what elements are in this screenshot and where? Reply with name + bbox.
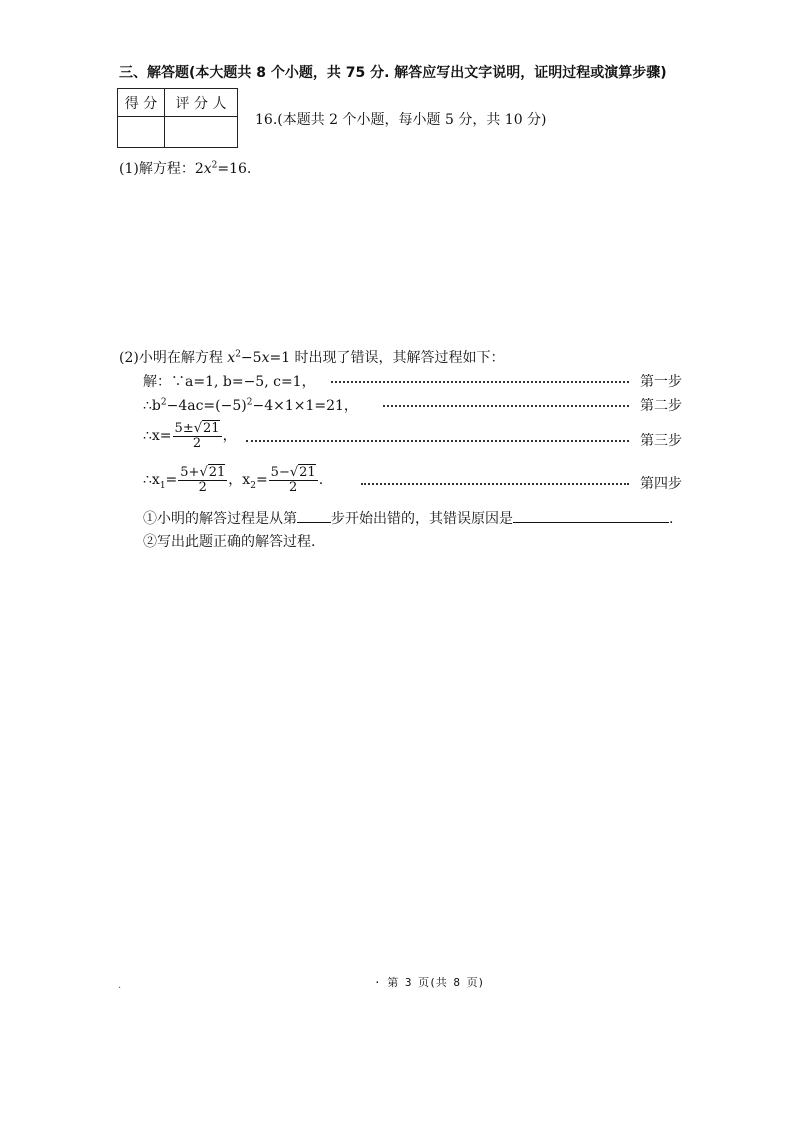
part-1-prompt <box>119 158 251 178</box>
line4-eq2: = <box>255 472 268 488</box>
part-1-rest: =16. <box>217 161 252 177</box>
sub-question-1-c: . <box>669 511 674 527</box>
part-2-var-x1: x <box>227 350 236 366</box>
line4-root2: 21 <box>299 465 316 480</box>
line2-c: −4×1×1=21， <box>252 398 358 414</box>
part-2-exp: 2 <box>235 349 241 360</box>
line4-num1-a: 5+ <box>180 465 200 480</box>
sub-question-1-b: 步开始出错的，其错误原因是 <box>331 511 513 527</box>
line4-fraction-1: $\frac{5+√21}{2}$ <box>180 465 226 495</box>
step-label-1: 第一步 <box>640 374 682 390</box>
line2-b: −4ac=(−5) <box>166 398 247 414</box>
section-heading: 三、解答题(本大题共 8 个小题，共 75 分. 解答应写出文字说明，证明过程或演算步骤) <box>119 65 667 81</box>
solution-line-3 <box>143 421 237 451</box>
solution-line-2 <box>143 395 358 415</box>
part-1-exp: 2 <box>211 160 218 171</box>
line3-den: 2 <box>192 436 202 451</box>
part-2-intro-c: =1 时出现了错误，其解答过程如下： <box>269 350 505 366</box>
leader-dots-2 <box>383 405 629 407</box>
score-field[interactable] <box>118 117 165 148</box>
error-reason-blank[interactable] <box>513 510 669 523</box>
line4-lead: ∴x <box>143 472 160 488</box>
line3-lead: ∴x= <box>143 428 172 444</box>
sub-question-1 <box>143 508 673 528</box>
line4-eq1: = <box>165 472 178 488</box>
score-header-score: 得 分 <box>118 89 165 117</box>
line4-sub2: 2 <box>250 480 256 491</box>
page-footer <box>374 974 484 990</box>
part-2-intro-b: −5 <box>240 350 262 366</box>
line3-fraction: $\frac{5\pm√21}{2}$ <box>174 421 220 451</box>
line4-sub1: 1 <box>159 480 166 491</box>
step-number-blank[interactable] <box>297 510 331 523</box>
line2-exp2: 2 <box>246 397 253 408</box>
sub-question-1-a: ①小明的解答过程是从第 <box>143 511 297 527</box>
line3-tail: ， <box>222 428 237 444</box>
question-16-title: 16.(本题共 2 个小题，每小题 5 分，共 10 分) <box>255 112 547 128</box>
part-1-prefix: (1)解方程：2 <box>119 161 204 177</box>
footer-page-number: 第 3 页(共 8 页) <box>387 976 485 989</box>
footer-left-mark: . <box>118 980 122 991</box>
part-2-intro-a: (2)小明在解方程 <box>119 350 228 366</box>
score-table <box>117 88 238 148</box>
leader-dots-3 <box>246 440 629 442</box>
grader-field[interactable] <box>165 117 238 148</box>
step-label-3: 第三步 <box>640 433 682 449</box>
line4-fraction-2: $\frac{5-√21}{2}$ <box>270 465 316 495</box>
solution-line-4 <box>143 465 323 495</box>
line3-num-a: 5± <box>174 421 194 436</box>
sub-question-2: ②写出此题正确的解答过程. <box>143 534 316 550</box>
leader-dots-1 <box>331 381 629 383</box>
line4-num2-a: 5− <box>270 465 290 480</box>
score-header-grader: 评 分 人 <box>165 89 238 117</box>
leader-dots-4 <box>361 483 629 485</box>
line3-root: 21 <box>203 421 220 436</box>
solution-line-1: 解：∵a=1, b=−5, c=1， <box>143 374 316 390</box>
line4-mid: ，x <box>228 472 251 488</box>
line4-root1: 21 <box>208 465 226 480</box>
line4-den2: 2 <box>289 480 298 495</box>
line4-den1: 2 <box>198 480 207 495</box>
footer-dot: · <box>374 976 381 989</box>
part-2-intro <box>119 347 505 367</box>
step-label-2: 第二步 <box>640 398 682 414</box>
line4-tail: . <box>318 472 324 488</box>
part-2-var-x2: x <box>261 350 270 366</box>
line2-exp: 2 <box>160 397 167 408</box>
line2-a: ∴b <box>143 398 161 414</box>
step-label-4: 第四步 <box>640 476 682 492</box>
part-1-var: x <box>203 161 212 177</box>
